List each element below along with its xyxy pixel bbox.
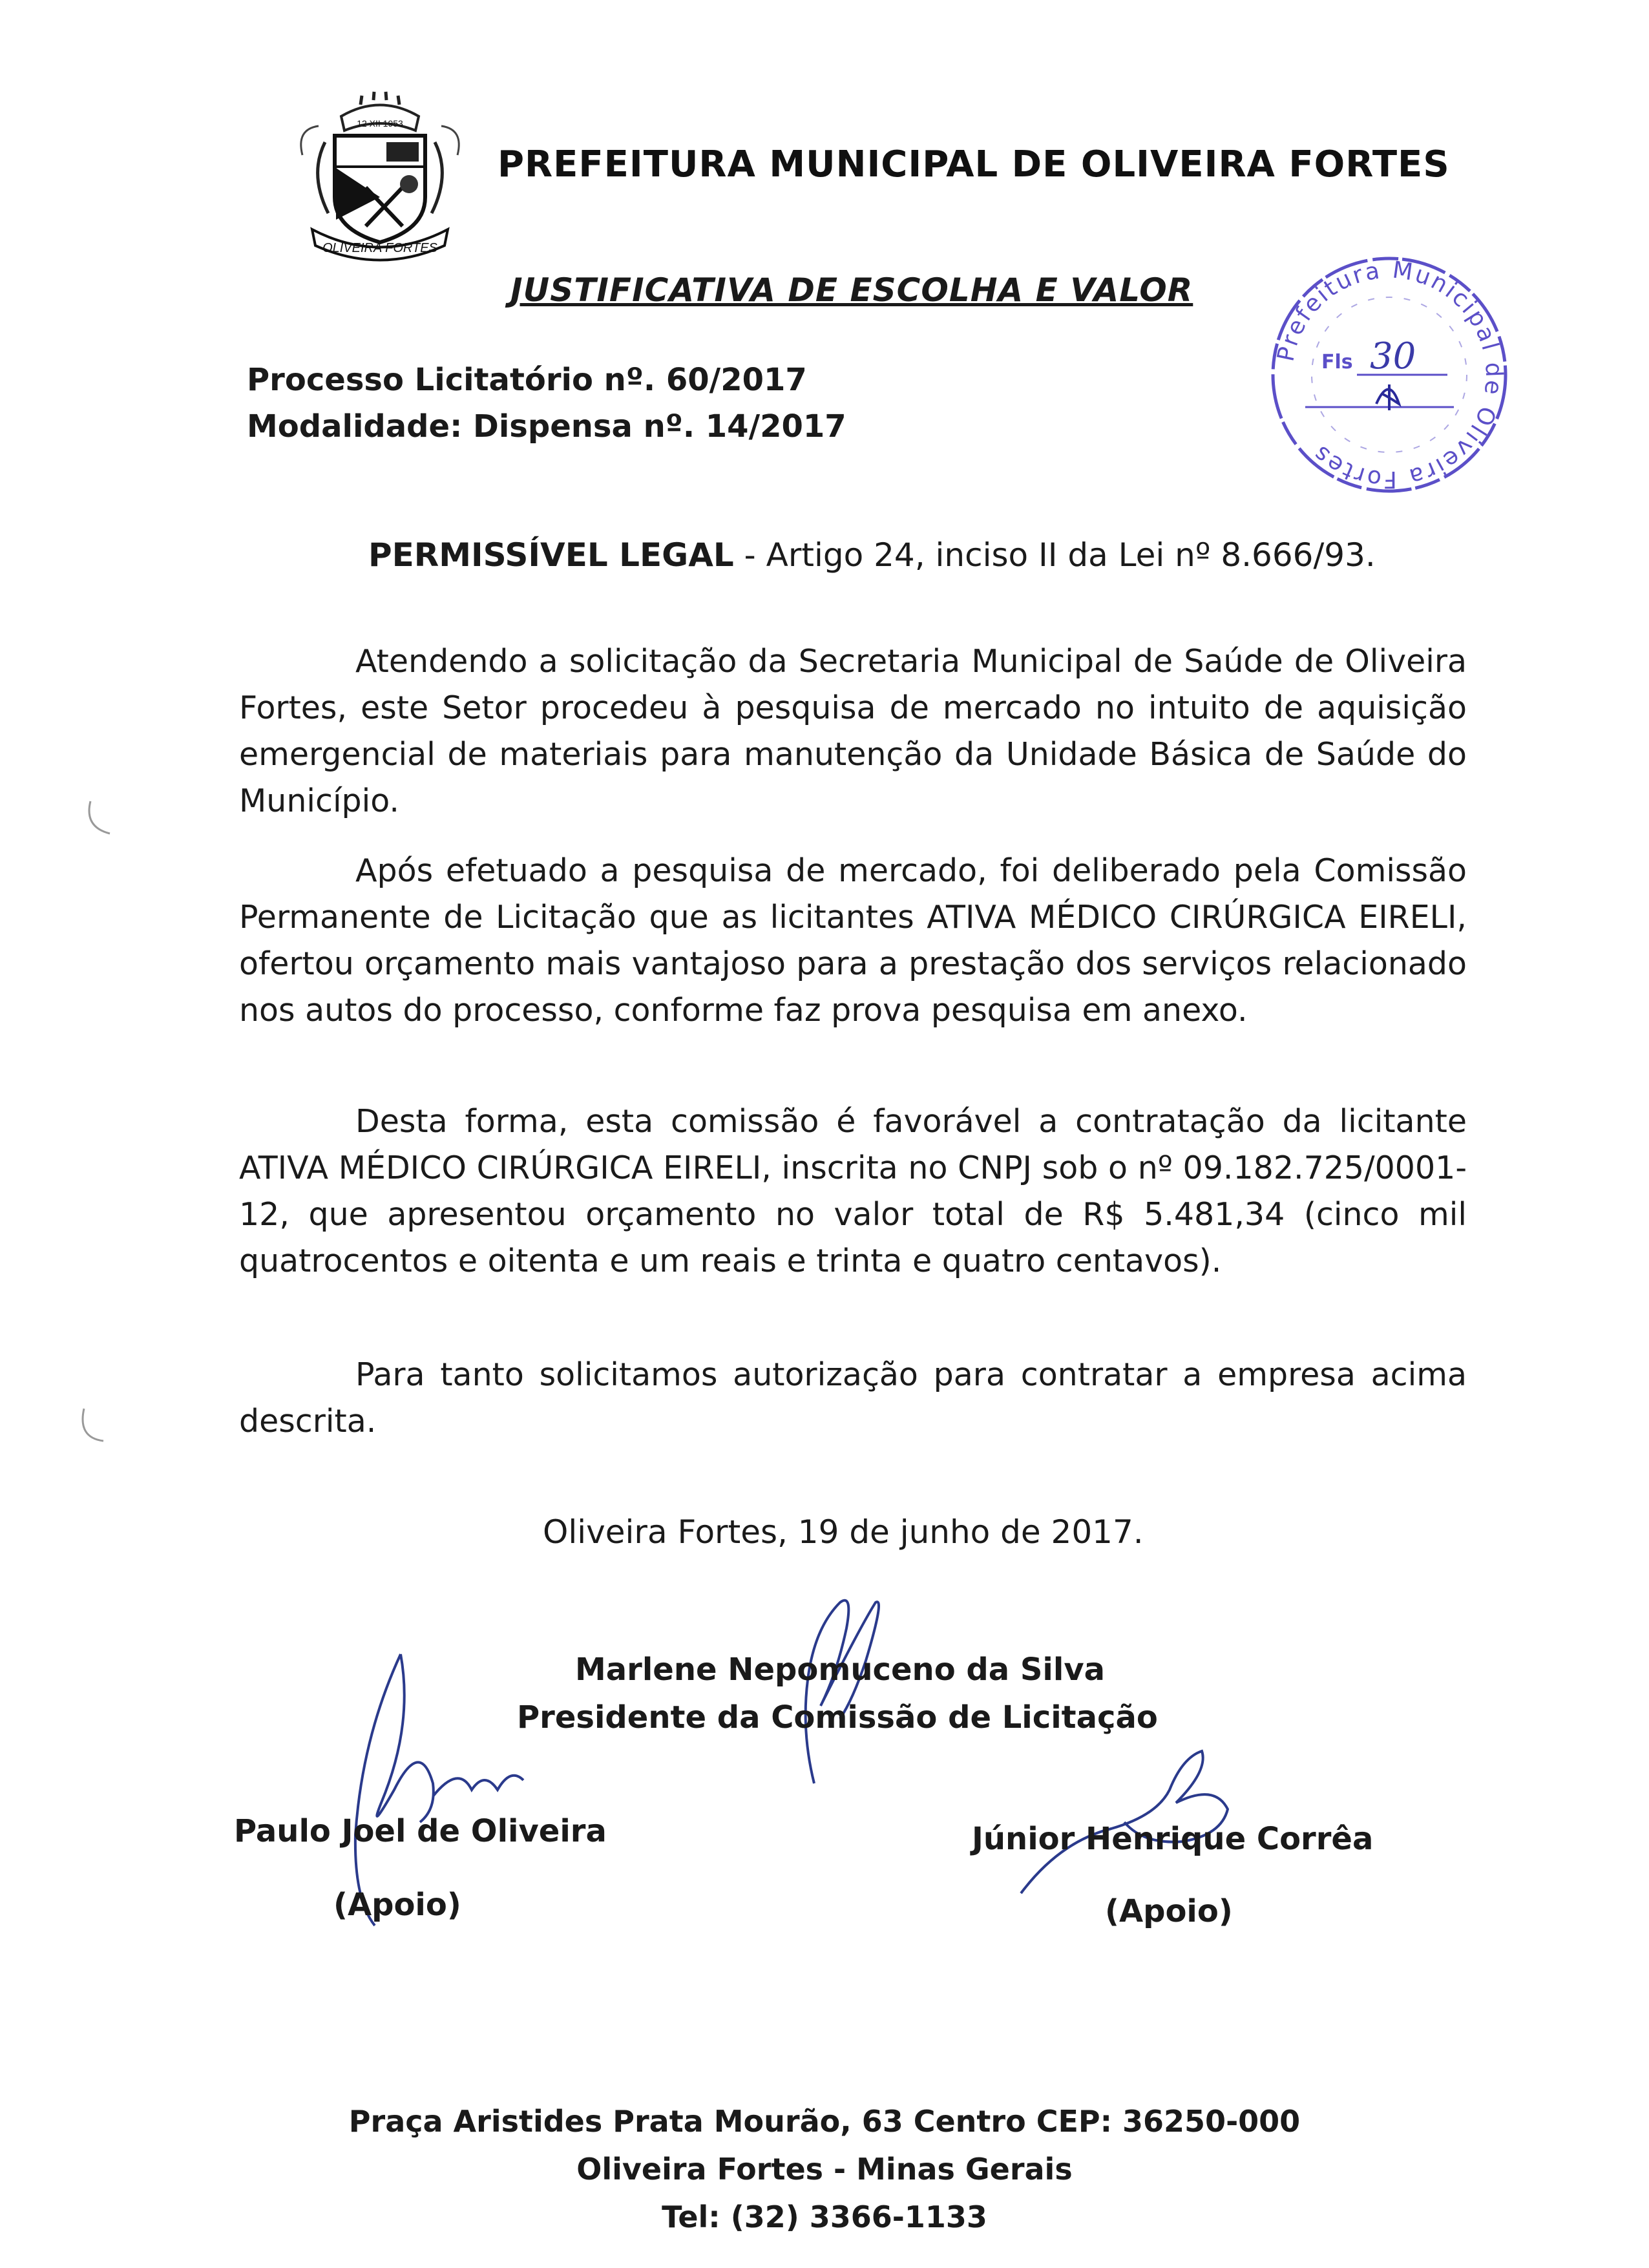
body-paragraph-4: Para tanto solicitamos autorização para contratar a empresa acima descrita. <box>239 1356 1467 1440</box>
svg-text:OLIVEIRA FORTES: OLIVEIRA FORTES <box>322 241 437 255</box>
right-signature <box>1008 1732 1254 1906</box>
body-paragraph-3: Desta forma, esta comissão é favorável a contratação da licitante ATIVA MÉDICO CIRÚRGICA EIRELI, inscrita no CNPJ sob o nº 09.182.725/0001-12, que apresentou orçamento no valor total de R$ 5.481,34 (cinco mil quatrocentos e oitenta e um reais e trinta e quatro centavos). <box>239 1103 1467 1279</box>
right-signer-name: Júnior Henrique Corrêa <box>972 1821 1374 1857</box>
left-signer-role: (Apoio) <box>333 1887 461 1923</box>
legal-basis <box>368 536 1376 574</box>
punch-hole-mark <box>78 795 129 846</box>
page-number-stamp <box>1260 246 1518 504</box>
body-paragraph-2: Após efetuado a pesquisa de mercado, foi deliberado pela Comissão Permanente de Licitação que as licitantes ATIVA MÉDICO CIRÚRGICA EIRELI, ofertou orçamento mais vantajoso para a prestação dos serviços relacionado nos autos do processo, conforme faz prova pesquisa em anexo. <box>239 852 1467 1029</box>
footer-phone: Tel: (32) 3366-1133 <box>662 2200 987 2234</box>
punch-hole-mark <box>71 1402 123 1454</box>
legal-basis-text: - Artigo 24, inciso II da Lei nº 8.666/93. <box>733 536 1376 574</box>
stamp-label: Fls <box>1321 351 1353 373</box>
president-name: Marlene Nepomuceno da Silva <box>575 1652 1106 1688</box>
footer-city: Oliveira Fortes - Minas Gerais <box>576 2152 1073 2187</box>
right-signer-role: (Apoio) <box>1105 1893 1233 1929</box>
president-role: Presidente da Comissão de Licitação <box>517 1699 1158 1736</box>
body-paragraph-1: Atendendo a solicitação da Secretaria Municipal de Saúde de Oliveira Fortes, este Setor procedeu à pesquisa de mercado no intuito de aquisição emergencial de materiais para manutenção da Unidade Básica de Saúde do Município. <box>239 643 1467 819</box>
document-title: JUSTIFICATIVA DE ESCOLHA E VALOR <box>510 271 1193 309</box>
footer-address: Praça Aristides Prata Mourão, 63 Centro CEP: 36250-000 <box>348 2104 1301 2139</box>
municipal-crest-icon <box>289 90 470 265</box>
left-signer-name: Paulo Joel de Oliveira <box>234 1813 607 1849</box>
legal-basis-label: PERMISSÍVEL LEGAL <box>368 536 734 574</box>
stamp-ring-text: Prefeitura Municipal de Oliveira Fortes <box>1272 257 1507 493</box>
stamp-number: 30 <box>1370 335 1416 377</box>
modality: Modalidade: Dispensa nº. 14/2017 <box>247 408 846 445</box>
city-title: PREFEITURA MUNICIPAL DE OLIVEIRA FORTES <box>498 143 1450 185</box>
president-signature <box>762 1590 905 1796</box>
date-line: Oliveira Fortes, 19 de junho de 2017. <box>543 1513 1144 1551</box>
process-number: Processo Licitatório nº. 60/2017 <box>247 362 807 398</box>
svg-text:12 XII 1953: 12 XII 1953 <box>357 118 403 129</box>
